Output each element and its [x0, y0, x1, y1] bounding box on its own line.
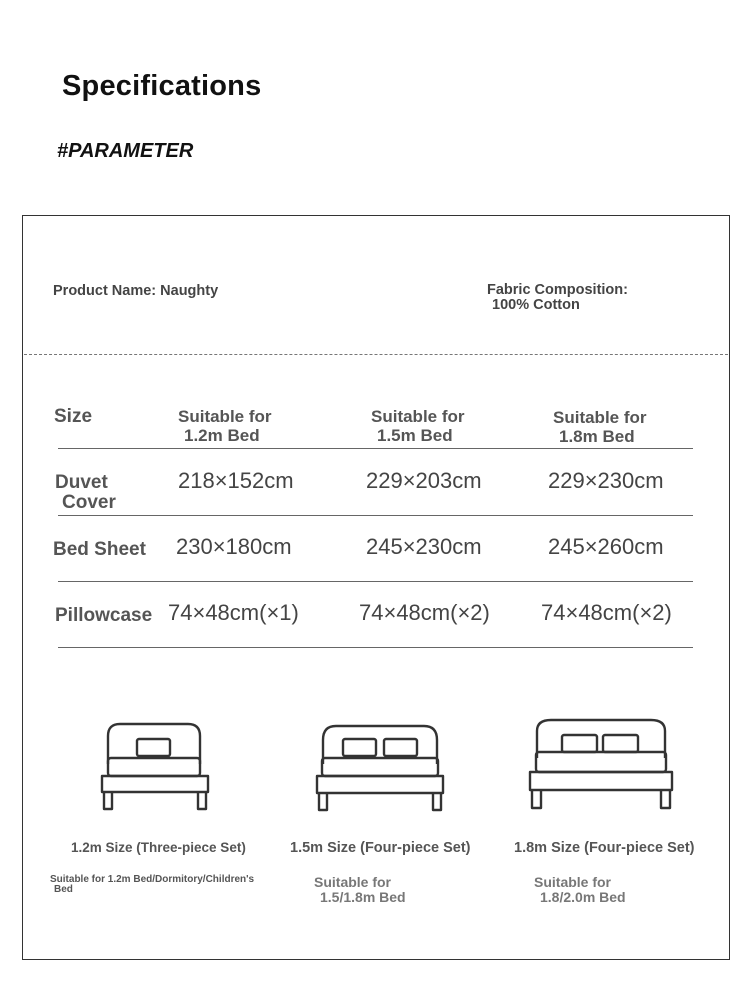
section-divider — [24, 354, 728, 355]
column-header-line1: Suitable for — [371, 407, 465, 426]
column-header-1-2m — [178, 407, 272, 445]
cell-pillow-1-2m: 74×48cm(×1) — [168, 600, 299, 625]
row-label-pillowcase: Pillowcase — [55, 605, 153, 626]
size-header: Size — [54, 406, 93, 427]
bed-suitable-line2: 1.8/2.0m Bed — [540, 889, 626, 905]
fabric-composition-label: Fabric Composition: — [487, 282, 628, 298]
product-name: Product Name: Naughty — [53, 283, 219, 299]
row-label-line1: Duvet — [55, 472, 108, 493]
cell-duvet-1-5m: 229×203cm — [366, 468, 482, 493]
cell-sheet-1-8m: 245×260cm — [548, 534, 664, 559]
cell-sheet-1-5m: 245×230cm — [366, 534, 482, 559]
column-header-line1: Suitable for — [178, 407, 272, 426]
table-divider — [58, 515, 693, 516]
king-bed-icon — [529, 718, 674, 810]
row-label-bed-sheet: Bed Sheet — [53, 539, 146, 560]
single-bed-icon — [100, 722, 210, 812]
bed-suitable-line1: Suitable for — [314, 874, 392, 890]
column-header-line1: Suitable for — [553, 408, 647, 427]
table-divider — [58, 647, 693, 648]
bed-suitable-line2: 1.5/1.8m Bed — [320, 889, 406, 905]
column-header-line2: 1.2m Bed — [184, 426, 260, 445]
page-title: Specifications — [62, 70, 262, 102]
column-header-line2: 1.8m Bed — [559, 427, 635, 446]
table-divider — [58, 448, 693, 449]
bed-suitable-1-5m — [314, 875, 406, 905]
cell-sheet-1-2m: 230×180cm — [176, 534, 292, 559]
row-label-line2: Cover — [62, 492, 116, 513]
cell-duvet-1-2m: 218×152cm — [178, 468, 294, 493]
page-subtitle: #PARAMETER — [57, 140, 194, 162]
fabric-composition-value: 100% Cotton — [492, 297, 580, 313]
bed-suitable-line2: Bed — [54, 884, 73, 895]
column-header-1-5m — [371, 407, 465, 445]
column-header-line2: 1.5m Bed — [377, 426, 453, 445]
bed-suitable-line1: Suitable for — [534, 874, 612, 890]
cell-duvet-1-8m: 229×230cm — [548, 468, 664, 493]
bed-suitable-1-2m — [50, 875, 254, 895]
bed-caption-1-5m: 1.5m Size (Four-piece Set) — [290, 840, 471, 856]
table-divider — [58, 581, 693, 582]
bed-caption-1-2m: 1.2m Size (Three-piece Set) — [71, 840, 246, 855]
bed-suitable-1-8m — [534, 875, 626, 905]
double-bed-icon — [316, 722, 446, 814]
cell-pillow-1-8m: 74×48cm(×2) — [541, 600, 672, 625]
bed-suitable-line1: Suitable for 1.2m Bed/Dormitory/Children's — [50, 874, 255, 885]
cell-pillow-1-5m: 74×48cm(×2) — [359, 600, 490, 625]
row-label-duvet-cover — [55, 473, 116, 513]
bed-caption-1-8m: 1.8m Size (Four-piece Set) — [514, 840, 695, 856]
column-header-1-8m — [553, 408, 647, 446]
